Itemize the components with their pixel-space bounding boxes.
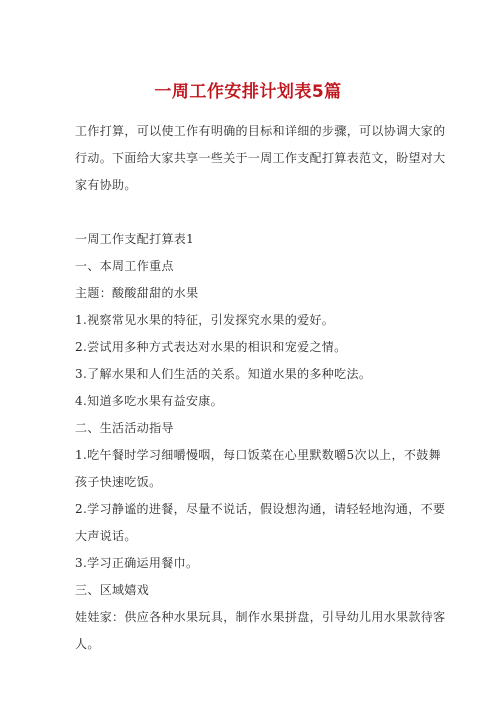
- intro-line: 行动。下面给大家共享一些关于一周工作支配打算表范文，盼望对大: [75, 151, 446, 165]
- document-title: 一周工作安排计划表5篇: [154, 82, 342, 102]
- focus-item: 4.知道多吃水果有益安康。: [75, 394, 224, 408]
- intro-line: 工作打算，可以使工作有明确的目标和详细的步骤，可以协调大家的: [75, 124, 446, 138]
- focus-item: 3.了解水果和人们生活的关系。知道水果的多种吃法。: [75, 367, 372, 381]
- heading-area-play: 三、区域嬉戏: [75, 583, 150, 597]
- heading-life-activity: 二、生活活动指导: [75, 421, 174, 435]
- life-item: 2.学习静谧的进餐，尽量不说话，假设想沟通，请轻轻地沟通，不要: [75, 502, 446, 516]
- intro-line: 家有协助。: [75, 178, 137, 192]
- focus-item: 2.尝试用多种方式表达对水果的相识和宠爱之情。: [75, 340, 347, 354]
- area-play-line: 娃娃家：供应各种水果玩具，制作水果拼盘，引导幼儿用水果款待客: [75, 610, 446, 624]
- life-item: 1.吃午餐时学习细嚼慢咽，每口饭菜在心里默数嚼5次以上，不鼓舞: [75, 448, 441, 462]
- heading-work-focus: 一、本周工作重点: [75, 259, 174, 273]
- life-item-continued: 孩子快速吃饭。: [75, 475, 162, 489]
- area-play-line: 人。: [75, 637, 100, 651]
- theme-line: 主题：酸酸甜甜的水果: [75, 286, 199, 300]
- life-item-continued: 大声说话。: [75, 529, 137, 543]
- focus-item: 1.视察常见水果的特征，引发探究水果的爱好。: [75, 313, 335, 327]
- section-title: 一周工作支配打算表1: [75, 232, 195, 246]
- life-item: 3.学习正确运用餐巾。: [75, 556, 199, 570]
